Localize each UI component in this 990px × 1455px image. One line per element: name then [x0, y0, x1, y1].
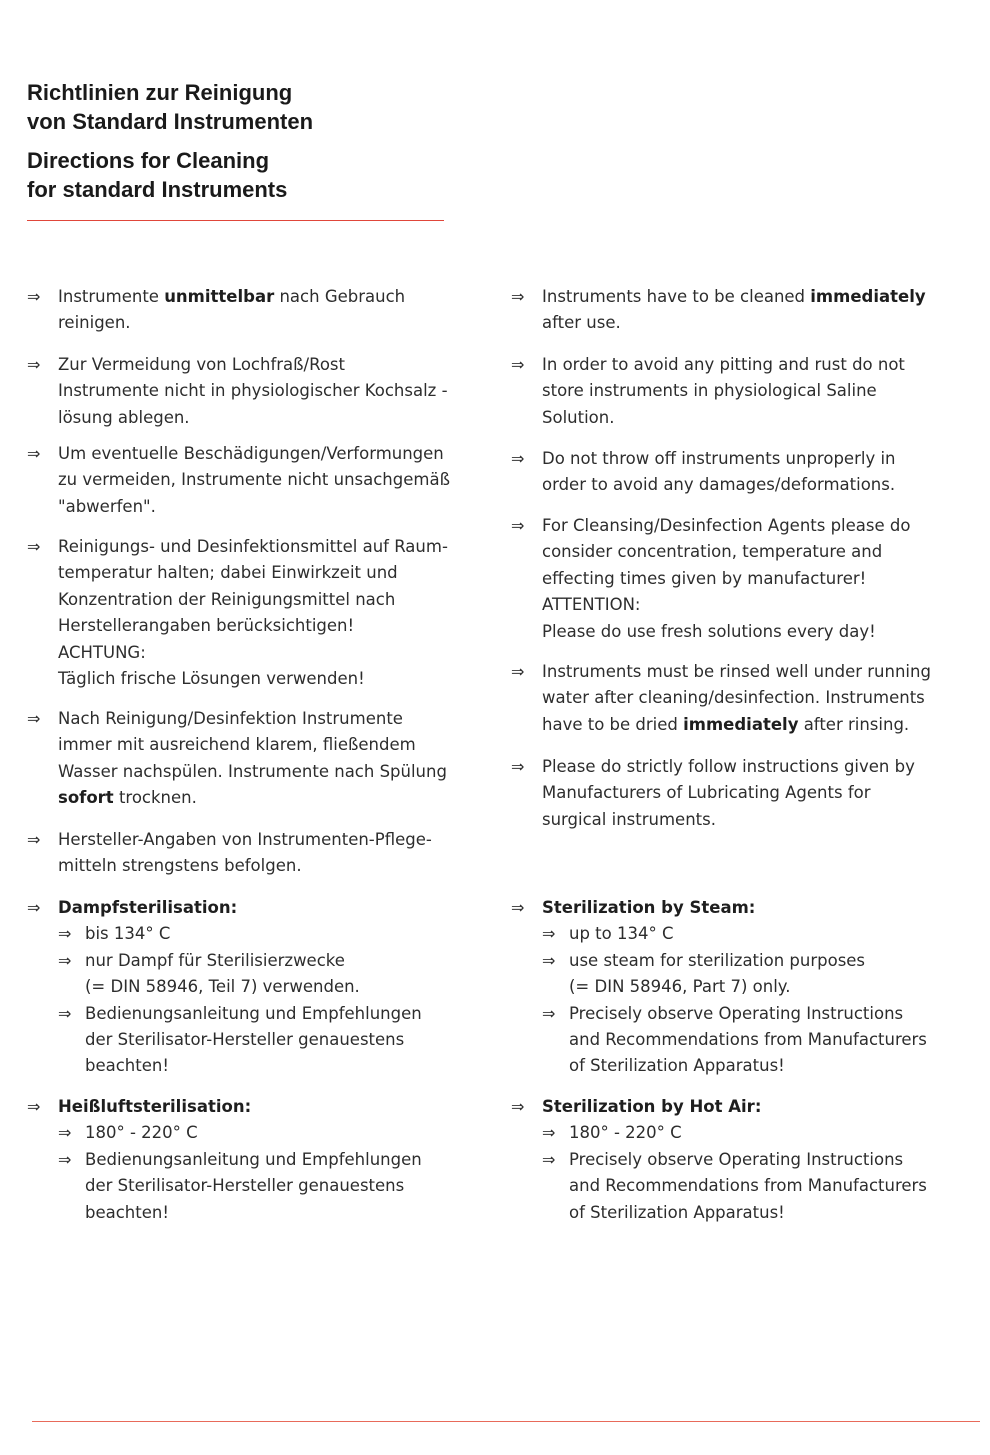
arrow-icon: ⇒ [511, 449, 525, 468]
de-item-cleaning-immediately [27, 284, 478, 337]
en-air-sub-1 [542, 1120, 982, 1146]
de-item-6-line-1: Hersteller-Angaben von Instrumenten-Pflege- [58, 830, 432, 849]
en-steam-heading: Sterilization by Steam: [542, 898, 756, 917]
de-steam-sub-1-text: bis 134° C [85, 924, 171, 944]
de-item-3-line-3: "abwerfen". [58, 496, 156, 516]
de-item-4-line-5: ACHTUNG: [58, 642, 146, 662]
en-item-hot-air-sterilization [511, 1094, 982, 1226]
arrow-icon: ⇒ [511, 662, 525, 681]
en-steam-sub-1-text: up to 134° C [569, 924, 674, 944]
arrow-icon: ⇒ [58, 924, 72, 944]
en-item-3-line-1: Do not throw off instruments unproperly in [542, 449, 896, 468]
de-item-4-line-6: Täglich frische Lösungen verwenden! [58, 669, 365, 689]
en-steam-sub-3 [542, 1001, 982, 1080]
de-item-5-emphasis: sofort [58, 788, 114, 808]
de-air-sub-2-line-3: beachten! [85, 1202, 169, 1222]
en-item-lubricating [511, 754, 982, 833]
en-air-sub-2-line-2: and Recommendations from Manufacturers [569, 1176, 927, 1196]
de-item-disinfection-agents [27, 534, 478, 692]
en-item-2-line-3: Solution. [542, 407, 615, 427]
en-item-6-line-2: Manufacturers of Lubricating Agents for [542, 783, 871, 803]
de-air-sub-2 [58, 1147, 478, 1226]
de-steam-sub-2-line-2: (= DIN 58946, Teil 7) verwenden. [85, 977, 360, 997]
de-steam-sub-2-line-1: nur Dampf für Sterilisierzwecke [85, 950, 345, 970]
de-item-1-emphasis: unmittelbar [164, 287, 275, 306]
en-item-5-emphasis: immediately [683, 714, 799, 734]
en-item-clean-immediately [511, 284, 982, 337]
en-item-4-line-1: For Cleansing/Desinfection Agents please do [542, 516, 911, 535]
en-item-1-text: Instruments have to be cleaned [542, 287, 811, 306]
en-air-heading: Sterilization by Hot Air: [542, 1097, 762, 1116]
en-item-5-text: have to be dried [542, 714, 684, 734]
en-item-steam-sterilization [511, 895, 982, 1080]
arrow-icon: ⇒ [27, 830, 41, 849]
en-item-5-line-1: Instruments must be rinsed well under running [542, 662, 931, 681]
arrow-icon: ⇒ [542, 924, 556, 944]
en-item-1-emphasis: immediately [810, 287, 926, 306]
de-steam-sub-3-line-1: Bedienungsanleitung und Empfehlungen [85, 1003, 422, 1023]
de-item-2-line-2: Instrumente nicht in physiologischer Kochsalz - [58, 381, 448, 401]
title-english-line-1: Directions for Cleaning [27, 148, 270, 173]
de-item-lubricating [27, 827, 478, 880]
en-item-1-line-1 [542, 284, 982, 310]
de-item-4-line-4: Herstellerangaben berücksichtigen! [58, 616, 355, 636]
en-steam-sub-2-line-1: use steam for sterilization purposes [569, 950, 866, 970]
en-air-sub-1-text: 180° - 220° C [569, 1123, 682, 1143]
en-item-4-line-2: consider concentration, temperature and [542, 542, 883, 562]
en-steam-sub-2-line-2: (= DIN 58946, Part 7) only. [569, 977, 791, 997]
title-german-line-1: Richtlinien zur Reinigung [27, 80, 293, 105]
de-item-rinsing [27, 706, 478, 812]
en-item-4-line-5: Please do use fresh solutions every day! [542, 621, 876, 641]
arrow-icon: ⇒ [27, 898, 41, 917]
de-air-sub-1 [58, 1120, 478, 1146]
en-steam-sub-3-line-2: and Recommendations from Manufacturers [569, 1030, 927, 1050]
en-item-4-line-3: effecting times given by manufacturer! [542, 568, 867, 588]
arrow-icon: ⇒ [58, 950, 72, 970]
de-item-4-line-1: Reinigungs- und Desinfektionsmittel auf Raum- [58, 537, 448, 556]
de-item-4-line-2: temperatur halten; dabei Einwirkzeit und [58, 563, 398, 583]
arrow-icon: ⇒ [511, 516, 525, 535]
en-item-damages [511, 446, 982, 499]
de-item-5-line-4 [58, 785, 478, 811]
arrow-icon: ⇒ [511, 355, 525, 374]
en-steam-sub-3-line-1: Precisely observe Operating Instructions [569, 1003, 904, 1023]
de-item-3-line-2: zu vermeiden, Instrumente nicht unsachgemäß [58, 470, 450, 490]
en-item-3-line-2: order to avoid any damages/deformations. [542, 475, 896, 495]
en-steam-sub-3-line-3: of Sterilization Apparatus! [569, 1056, 785, 1076]
title-english [27, 146, 447, 204]
de-item-2-line-3: lösung ablegen. [58, 407, 190, 427]
de-item-5-line-1: Nach Reinigung/Desinfektion Instrumente [58, 709, 403, 728]
de-item-damages [27, 441, 478, 520]
en-steam-sub-2 [542, 948, 982, 1001]
en-air-sub-2 [542, 1147, 982, 1226]
de-air-sub-2-line-1: Bedienungsanleitung und Empfehlungen [85, 1149, 422, 1169]
de-item-1-text-end: nach Gebrauch [274, 287, 406, 306]
footer-divider [32, 1421, 980, 1422]
de-item-2-line-1: Zur Vermeidung von Lochfraß/Rost [58, 355, 345, 374]
title-english-line-2: for standard Instruments [27, 177, 288, 202]
arrow-icon: ⇒ [27, 1097, 41, 1116]
de-item-pitting-rust [27, 352, 478, 431]
en-air-sub-2-line-1: Precisely observe Operating Instructions [569, 1149, 904, 1169]
de-item-hot-air-sterilization [27, 1094, 478, 1226]
arrow-icon: ⇒ [542, 1003, 556, 1023]
de-item-5-line-2: immer mit ausreichend klarem, fließendem [58, 735, 416, 755]
de-steam-sub-2 [58, 948, 478, 1001]
en-item-2-line-1: In order to avoid any pitting and rust do not [542, 355, 905, 374]
en-item-5-line-2: water after cleaning/desinfection. Instruments [542, 688, 925, 708]
title-german [27, 78, 447, 136]
de-steam-heading: Dampfsterilisation: [58, 898, 238, 917]
en-item-rinsing [511, 659, 982, 738]
de-item-1-text: Instrumente [58, 287, 165, 306]
de-item-steam-sterilization [27, 895, 478, 1080]
arrow-icon: ⇒ [27, 537, 41, 556]
de-item-4-line-3: Konzentration der Reinigungsmittel nach [58, 589, 396, 609]
arrow-icon: ⇒ [58, 1003, 72, 1023]
en-item-pitting-rust [511, 352, 982, 431]
en-item-4-line-4: ATTENTION: [542, 595, 641, 615]
en-item-6-line-3: surgical instruments. [542, 809, 716, 829]
arrow-icon: ⇒ [27, 287, 41, 306]
arrow-icon: ⇒ [58, 1149, 72, 1169]
arrow-icon: ⇒ [542, 1149, 556, 1169]
de-steam-sub-3 [58, 1001, 478, 1080]
arrow-icon: ⇒ [542, 1123, 556, 1143]
en-item-1-line-2: after use. [542, 313, 621, 333]
title-divider [27, 220, 444, 221]
en-item-2-line-2: store instruments in physiological Saline [542, 381, 877, 401]
de-item-5-line-3: Wasser nachspülen. Instrumente nach Spülung [58, 761, 447, 781]
arrow-icon: ⇒ [27, 355, 41, 374]
en-item-disinfection-agents [511, 513, 982, 645]
en-steam-sub-1 [542, 921, 982, 947]
title-block [27, 78, 447, 204]
arrow-icon: ⇒ [542, 950, 556, 970]
arrow-icon: ⇒ [511, 757, 525, 776]
arrow-icon: ⇒ [27, 709, 41, 728]
de-item-5-text-end: trocknen. [113, 788, 197, 808]
arrow-icon: ⇒ [511, 287, 525, 306]
de-air-sub-2-line-2: der Sterilisator-Hersteller genauestens [85, 1176, 405, 1196]
arrow-icon: ⇒ [58, 1123, 72, 1143]
en-item-6-line-1: Please do strictly follow instructions given by [542, 757, 915, 776]
en-item-5-line-3 [542, 712, 982, 738]
en-item-5-text-end: after rinsing. [798, 714, 910, 734]
de-air-heading: Heißluftsterilisation: [58, 1097, 252, 1116]
en-air-sub-2-line-3: of Sterilization Apparatus! [569, 1202, 785, 1222]
de-item-1-line-1 [58, 284, 478, 310]
de-item-6-line-2: mitteln strengstens befolgen. [58, 856, 302, 876]
de-item-3-line-1: Um eventuelle Beschädigungen/Verformungen [58, 444, 444, 463]
arrow-icon: ⇒ [511, 898, 525, 917]
de-item-1-line-2: reinigen. [58, 313, 131, 333]
title-german-line-2: von Standard Instrumenten [27, 109, 314, 134]
de-steam-sub-3-line-2: der Sterilisator-Hersteller genauestens [85, 1030, 405, 1050]
de-steam-sub-1 [58, 921, 478, 947]
de-air-sub-1-text: 180° - 220° C [85, 1123, 198, 1143]
de-steam-sub-3-line-3: beachten! [85, 1056, 169, 1076]
arrow-icon: ⇒ [27, 444, 41, 463]
arrow-icon: ⇒ [511, 1097, 525, 1116]
